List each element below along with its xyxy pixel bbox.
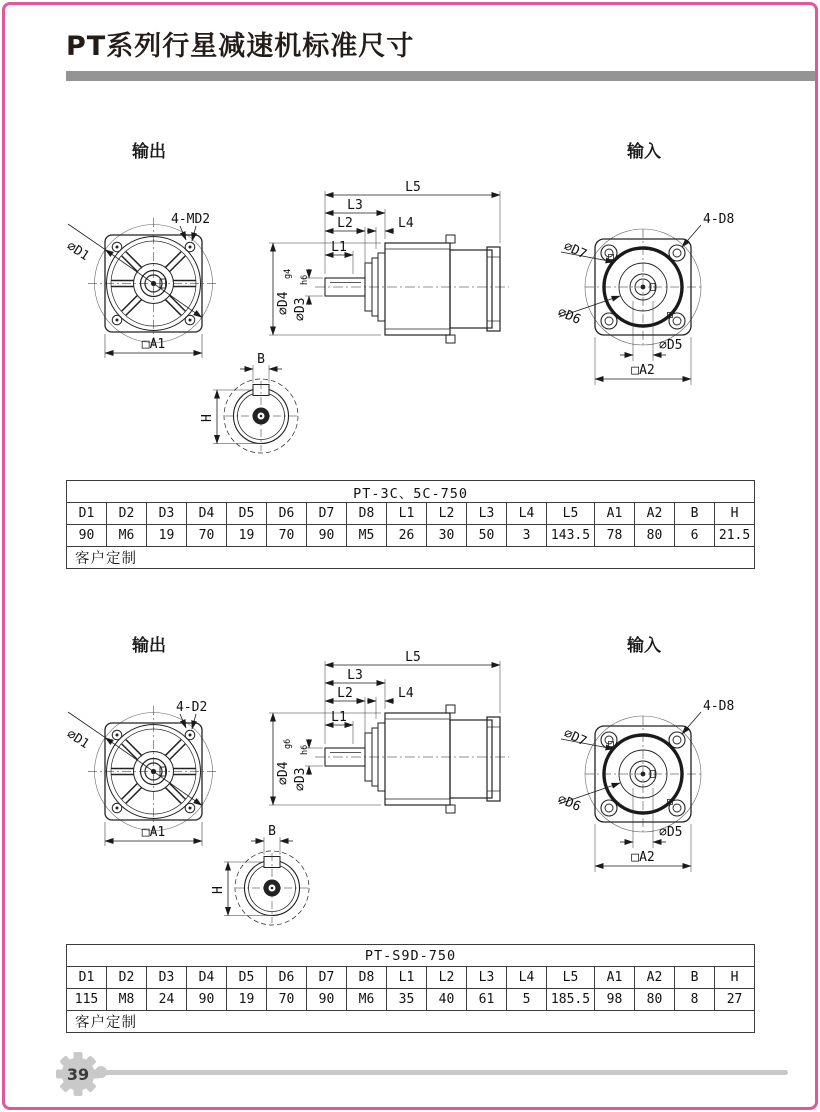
table-value-cell: 50 bbox=[467, 525, 507, 547]
output-flange-drawing bbox=[30, 190, 260, 370]
dim-label-a2: □A2 bbox=[631, 363, 655, 378]
dim-label-d5: ∅D5 bbox=[659, 338, 683, 353]
dim-label-l4: L4 bbox=[398, 686, 414, 701]
table-header-cell: D7 bbox=[307, 503, 347, 525]
table-title: PT-S9D-750 bbox=[67, 945, 755, 967]
table-value-cell: 19 bbox=[147, 525, 187, 547]
dim-label-l5: L5 bbox=[405, 180, 421, 195]
dim-label-d1: ∅D1 bbox=[63, 238, 92, 265]
table-header-cell: D1 bbox=[67, 503, 107, 525]
table-header-cell: L3 bbox=[467, 967, 507, 989]
table-header-cell: L2 bbox=[427, 967, 467, 989]
table-value-cell: M8 bbox=[107, 989, 147, 1011]
dim-label-a1: □A1 bbox=[141, 825, 166, 840]
dim-label-l4: L4 bbox=[398, 216, 414, 231]
dim-label-b: B bbox=[257, 352, 265, 367]
dim-label-d4-tol: g4 bbox=[283, 268, 293, 279]
table-header-cell: D4 bbox=[187, 503, 227, 525]
page-title: PT系列行星减速机标准尺寸 bbox=[66, 31, 415, 62]
shaft-section-drawing bbox=[208, 822, 328, 940]
dim-label-d3: ∅D3 bbox=[293, 767, 308, 791]
dim-label-corner-holes: 4-D2 bbox=[176, 700, 208, 715]
table-header-cell: L1 bbox=[387, 503, 427, 525]
dim-label-d3-tol: h6 bbox=[300, 744, 310, 755]
table-header-cell: B bbox=[675, 503, 715, 525]
table-value-cell: 115 bbox=[67, 989, 107, 1011]
table-footer-row bbox=[67, 547, 755, 569]
input-flange-drawing bbox=[553, 197, 803, 397]
output-label: 输出 bbox=[132, 142, 166, 162]
table-header-cell: D6 bbox=[267, 503, 307, 525]
table-value-cell: 24 bbox=[147, 989, 187, 1011]
dim-label-a1: □A1 bbox=[141, 337, 166, 352]
table-header-cell: L2 bbox=[427, 503, 467, 525]
dim-label-d4-tol: g6 bbox=[283, 738, 293, 749]
footer-line bbox=[100, 1070, 788, 1075]
dim-label-d6: ∅D6 bbox=[555, 791, 583, 815]
table-value-cell: 70 bbox=[267, 989, 307, 1011]
dim-label-input-holes: 4-D8 bbox=[703, 699, 735, 714]
dim-label-l3: L3 bbox=[347, 198, 363, 213]
dim-label-l2: L2 bbox=[337, 216, 353, 231]
dim-label-d5: ∅D5 bbox=[659, 825, 683, 840]
table-header-row bbox=[67, 503, 755, 525]
table-value-cell: 27 bbox=[715, 989, 755, 1011]
table-value-cell: 185.5 bbox=[547, 989, 595, 1011]
dim-label-corner-holes: 4-MD2 bbox=[171, 212, 211, 227]
table-header-cell: D2 bbox=[107, 503, 147, 525]
dim-label-l2: L2 bbox=[337, 686, 353, 701]
page-number: 39 bbox=[66, 1065, 90, 1084]
table-header-cell: H bbox=[715, 967, 755, 989]
table-value-cell: 70 bbox=[267, 525, 307, 547]
table-value-cell: 21.5 bbox=[715, 525, 755, 547]
dim-label-l1: L1 bbox=[331, 240, 347, 255]
table-value-cell: 143.5 bbox=[547, 525, 595, 547]
dimension-table-1 bbox=[66, 480, 755, 569]
dim-label-l3: L3 bbox=[347, 668, 363, 683]
output-label: 输出 bbox=[132, 636, 166, 656]
table-header-cell: D3 bbox=[147, 967, 187, 989]
table-value-cell: 78 bbox=[595, 525, 635, 547]
table-value-cell: 26 bbox=[387, 525, 427, 547]
table-header-cell: D7 bbox=[307, 967, 347, 989]
dim-label-d7: ∅D7 bbox=[561, 239, 589, 263]
table-header-cell: L1 bbox=[387, 967, 427, 989]
table-header-cell: A2 bbox=[635, 967, 675, 989]
table-value-cell: 80 bbox=[635, 989, 675, 1011]
dim-label-h: H bbox=[211, 886, 226, 894]
dim-label-d4: ∅D4 bbox=[276, 291, 291, 315]
table-value-cell: 30 bbox=[427, 525, 467, 547]
table-header-cell: A1 bbox=[595, 967, 635, 989]
dim-label-d3: ∅D3 bbox=[293, 297, 308, 321]
table-header-cell: L4 bbox=[507, 503, 547, 525]
table-value-cell: 19 bbox=[227, 989, 267, 1011]
table-value-cell: 3 bbox=[507, 525, 547, 547]
dim-label-d6: ∅D6 bbox=[555, 304, 583, 328]
table-custom-note: 客户定制 bbox=[67, 1011, 755, 1033]
dim-label-d7: ∅D7 bbox=[561, 726, 589, 750]
table-header-cell: B bbox=[675, 967, 715, 989]
table-value-cell: 40 bbox=[427, 989, 467, 1011]
table-value-cell: 90 bbox=[67, 525, 107, 547]
table-value-cell: M6 bbox=[107, 525, 147, 547]
shaft-section-drawing bbox=[197, 350, 317, 468]
table-header-cell: L4 bbox=[507, 967, 547, 989]
dim-label-h: H bbox=[200, 414, 215, 422]
table-header-cell: D8 bbox=[347, 967, 387, 989]
table-header-cell: D2 bbox=[107, 967, 147, 989]
table-value-cell: M6 bbox=[347, 989, 387, 1011]
table-value-cell: 5 bbox=[507, 989, 547, 1011]
table-value-cell: 35 bbox=[387, 989, 427, 1011]
table-value-cell: 80 bbox=[635, 525, 675, 547]
table-header-cell: D3 bbox=[147, 503, 187, 525]
table-value-cell: 6 bbox=[675, 525, 715, 547]
table-title-row bbox=[67, 481, 755, 503]
dim-label-l1: L1 bbox=[331, 710, 347, 725]
dim-label-d3-tol: h6 bbox=[300, 274, 310, 285]
table-header-cell: D6 bbox=[267, 967, 307, 989]
table-header-cell: L5 bbox=[547, 503, 595, 525]
table-footer-row bbox=[67, 1011, 755, 1033]
table-title: PT-3C、5C-750 bbox=[67, 481, 755, 503]
table-value-cell: 61 bbox=[467, 989, 507, 1011]
side-view-drawing bbox=[263, 645, 513, 837]
title-underline bbox=[66, 71, 815, 81]
table-header-cell: D1 bbox=[67, 967, 107, 989]
input-label: 输入 bbox=[627, 142, 661, 162]
table-header-row bbox=[67, 967, 755, 989]
table-header-cell: L3 bbox=[467, 503, 507, 525]
dim-label-a2: □A2 bbox=[631, 850, 655, 865]
table-header-cell: H bbox=[715, 503, 755, 525]
table-value-cell: 90 bbox=[307, 525, 347, 547]
table-value-cell: 70 bbox=[187, 525, 227, 547]
table-header-cell: A1 bbox=[595, 503, 635, 525]
dim-label-b: B bbox=[268, 824, 276, 839]
table-value-cell: 8 bbox=[675, 989, 715, 1011]
table-value-row bbox=[67, 525, 755, 547]
dim-label-l5: L5 bbox=[405, 650, 421, 665]
dim-label-d1: ∅D1 bbox=[63, 726, 92, 753]
table-value-cell: 90 bbox=[187, 989, 227, 1011]
table-value-cell: 90 bbox=[307, 989, 347, 1011]
side-view-drawing bbox=[263, 175, 513, 367]
dimension-table-2 bbox=[66, 944, 755, 1033]
table-value-cell: M5 bbox=[347, 525, 387, 547]
table-header-cell: D8 bbox=[347, 503, 387, 525]
table-header-cell: D5 bbox=[227, 503, 267, 525]
table-value-cell: 19 bbox=[227, 525, 267, 547]
table-value-row bbox=[67, 989, 755, 1011]
dim-label-d4: ∅D4 bbox=[276, 761, 291, 785]
dim-label-input-holes: 4-D8 bbox=[703, 212, 735, 227]
input-label: 输入 bbox=[627, 636, 661, 656]
table-header-cell: D4 bbox=[187, 967, 227, 989]
table-header-cell: A2 bbox=[635, 503, 675, 525]
table-title-row bbox=[67, 945, 755, 967]
table-custom-note: 客户定制 bbox=[67, 547, 755, 569]
table-header-cell: L5 bbox=[547, 967, 595, 989]
table-header-cell: D5 bbox=[227, 967, 267, 989]
table-value-cell: 98 bbox=[595, 989, 635, 1011]
input-flange-drawing bbox=[553, 684, 803, 884]
